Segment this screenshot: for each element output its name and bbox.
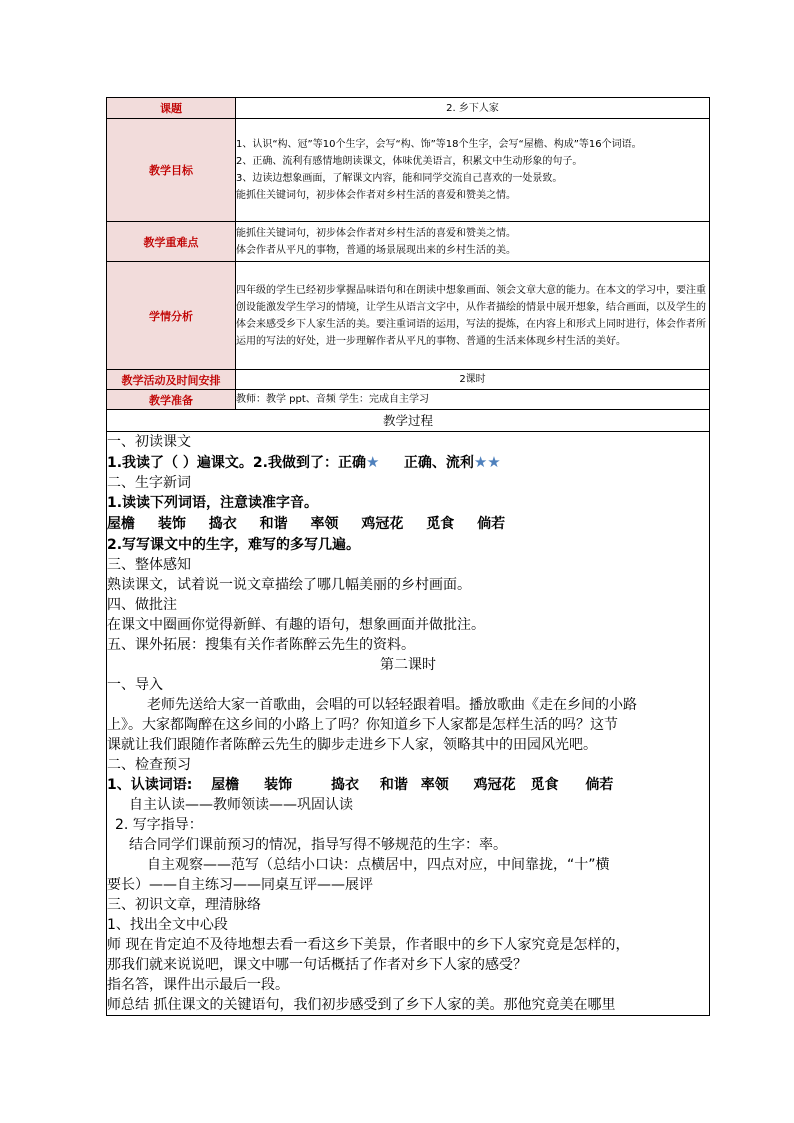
value-topic: 2. 乡下人家 xyxy=(236,98,710,119)
review-words-label: 1、认读词语: xyxy=(107,777,193,793)
row-goals xyxy=(107,119,710,222)
word-item: 鸡冠花 xyxy=(473,777,516,793)
section-heading: 二、检查预习 xyxy=(107,757,191,773)
body-line: 那我们就来说说吧，课文中哪一句话概括了作者对乡下人家的感受？ xyxy=(107,957,527,973)
word-item: 装饰 xyxy=(157,516,186,532)
word-item: 捣衣 xyxy=(330,777,359,793)
review-words-line xyxy=(107,775,709,795)
star-icon: ★ xyxy=(366,453,380,471)
label-schedule: 教学活动及时间安排 xyxy=(107,370,236,390)
body-line: 1.读读下列词语，注意读准字音。 xyxy=(107,495,319,511)
stars-icon: ★★ xyxy=(473,453,501,471)
value-key-points xyxy=(236,222,710,262)
body-line: 课就让我们跟随作者陈醉云先生的脚步走进乡下人家，领略其中的田园风光吧。 xyxy=(107,737,597,753)
process-title: 教学过程 xyxy=(107,410,710,432)
body-line: 指名答，课件出示最后一段。 xyxy=(107,977,289,993)
goal-line: 能抓住关键词句，初步体会作者对乡村生活的喜爱和赞美之情。 xyxy=(236,190,516,201)
reading-check-line xyxy=(107,452,709,473)
row-process-title xyxy=(107,410,710,432)
section-heading: 三、整体感知 xyxy=(107,557,191,573)
word-item: 率领 xyxy=(310,516,339,532)
value-goals xyxy=(236,119,710,222)
lesson-plan-page xyxy=(106,97,710,1016)
body-line: 结合同学们课前预习的情况，指导写得不够规范的生字：率。 xyxy=(129,837,507,853)
body-line: 要长）——自主练习——同桌互评——展评 xyxy=(107,877,373,893)
section-heading: 一、初读课文 xyxy=(107,434,191,450)
goal-line: 1、认识“构、冠”等10个生字，会写“构、饰”等18个生字，会写“屋檐、构成”等16个词语。 xyxy=(236,139,642,150)
body-line: 1、找出全文中心段 xyxy=(107,917,228,933)
body-line: 在课文中圈画你觉得新鲜、有趣的语句，想象画面并做批注。 xyxy=(107,617,485,633)
label-key-points: 教学重难点 xyxy=(107,222,236,262)
label-analysis: 学情分析 xyxy=(107,262,236,370)
word-item: 觅食 xyxy=(530,777,559,793)
value-analysis: 四年级的学生已经初步掌握品味语句和在朗读中想象画面、领会文章大意的能力。在本文的学习中，要注重创设能激发学生学习的情境，让学生从语言文字中，从作者描绘的情景中展开想象，结合画面，以及学生的体会来感受乡下人家生活的美。要注重词语的运用，写法的提炼，在内容上和形式上同时进行，体会作者所运用的写法的好处，进一步理解作者从平凡的事物、普通的生活来体现乡村生活的美好。 xyxy=(236,262,710,370)
section-heading: 三、初识文章，理清脉络 xyxy=(107,897,261,913)
label-preparation: 教学准备 xyxy=(107,390,236,410)
body-line: 2.写写课文中的生字，难写的多写几遍。 xyxy=(107,537,361,553)
row-process-body xyxy=(107,432,710,1016)
value-preparation: 教师：教学 ppt、音频 学生：完成自主学习 xyxy=(236,390,710,410)
word-item: 觅食 xyxy=(426,516,455,532)
row-schedule xyxy=(107,370,710,390)
key-point-line: 体会作者从平凡的事物，普通的场景展现出来的乡村生活的美。 xyxy=(236,244,516,256)
word-item: 捣衣 xyxy=(208,516,237,532)
body-line: 老师先送给大家一首歌曲，会唱的可以轻轻跟着唱。播放歌曲《走在乡间的小路 xyxy=(147,697,637,713)
body-line: 上》。大家都陶醉在这乡间的小路上了吗？你知道乡下人家都是怎样生活的吗？这节 xyxy=(107,717,618,733)
word-item: 和谐 xyxy=(259,516,288,532)
body-line: 2. 写字指导： xyxy=(115,817,203,833)
word-item: 装饰 xyxy=(264,777,293,793)
reading-count-text: 1.我读了（ ）遍课文。2.我做到了：正确 xyxy=(107,455,366,471)
body-line: 熟读课文，试着说一说文章描绘了哪几幅美丽的乡村画面。 xyxy=(107,577,471,593)
label-topic: 课题 xyxy=(107,98,236,119)
word-list xyxy=(107,513,709,535)
lesson-plan-table xyxy=(106,97,710,1016)
body-line: 自主观察——范写（总结小口诀：点横居中，四点对应，中间靠拢，“十”横 xyxy=(147,857,610,873)
goal-line: 2、正确、流利有感情地朗读课文，体味优美语言，积累文中生动形象的句子。 xyxy=(236,156,583,167)
word-item: 屋檐 xyxy=(107,516,135,532)
goal-line: 3、边读边想象画面，了解课文内容，能和同学交流自己喜欢的一处景致。 xyxy=(236,173,563,184)
section-heading: 一、导入 xyxy=(107,677,163,693)
row-topic xyxy=(107,98,710,119)
word-item: 倘若 xyxy=(477,516,506,532)
word-item: 倘若 xyxy=(585,777,614,793)
body-line: 师总结 抓住课文的关键语句，我们初步感受到了乡下人家的美。那他究竟美在哪里 xyxy=(107,997,616,1013)
word-item: 率领 xyxy=(420,777,449,793)
label-goals: 教学目标 xyxy=(107,119,236,222)
lesson-two-title: 第二课时 xyxy=(380,657,436,673)
fluency-text: 正确、流利 xyxy=(403,455,474,471)
row-analysis xyxy=(107,262,710,370)
section-heading: 五、课外拓展：搜集有关作者陈醉云先生的资料。 xyxy=(107,637,415,653)
process-body xyxy=(107,432,710,1016)
section-heading: 二、生字新词 xyxy=(107,475,191,491)
key-point-line: 能抓住关键词句，初步体会作者对乡村生活的喜爱和赞美之情。 xyxy=(236,227,516,239)
value-schedule: 2课时 xyxy=(236,370,710,390)
row-preparation xyxy=(107,390,710,410)
word-item: 屋檐 xyxy=(211,777,240,793)
body-line: 师 现在肯定迫不及待地想去看一看这乡下美景，作者眼中的乡下人家究竟是怎样的， xyxy=(107,937,630,953)
section-heading: 四、做批注 xyxy=(107,597,177,613)
word-item: 和谐 xyxy=(379,777,408,793)
row-key-points xyxy=(107,222,710,262)
word-item: 鸡冠花 xyxy=(361,516,404,532)
body-line: 自主认读——教师领读——巩固认读 xyxy=(129,797,353,813)
